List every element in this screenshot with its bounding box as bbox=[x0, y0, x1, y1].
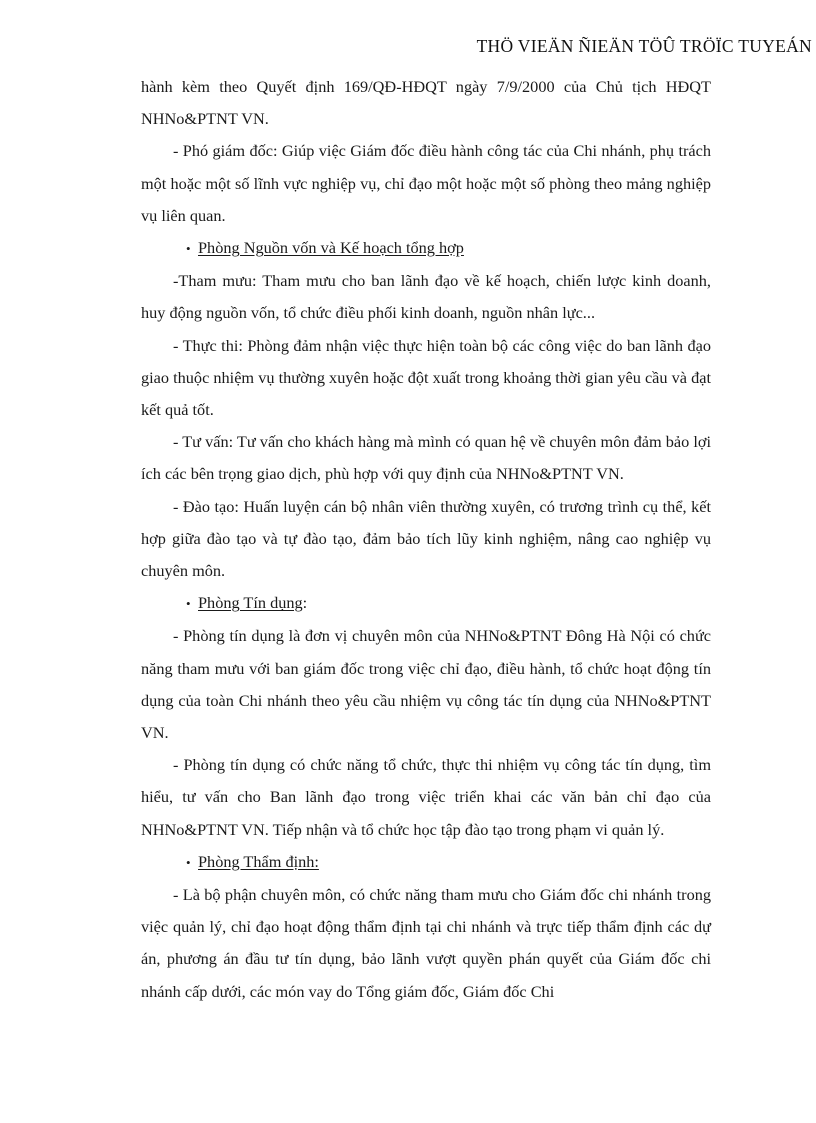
paragraph: - Tư vấn: Tư vấn cho khách hàng mà mình có quan hệ về chuyên môn đảm bảo lợi ích các bên trọng giao dịch, phù hợp với quy định của NHNo&PTNT VN. bbox=[141, 432, 711, 484]
bullet-icon: • bbox=[186, 241, 191, 257]
paragraph: - Phòng tín dụng có chức năng tổ chức, thực thi nhiệm vụ công tác tín dụng, tìm hiểu, tư vấn cho Ban lãnh đạo trong việc triển khai các văn bản chỉ đạo của NHNo&PTNT VN. Tiếp nhận và tổ chức học tập đào tạo trong phạm vi quản lý. bbox=[141, 755, 711, 839]
section-heading-suffix: : bbox=[302, 593, 308, 613]
paragraph: - Đào tạo: Huấn luyện cán bộ nhân viên thường xuyên, có trương trình cụ thể, kết hợp giữa đào tạo và tự đào tạo, đảm bảo tích lũy kinh nghiệm, nâng cao nghiệp vụ chuyên môn. bbox=[141, 496, 711, 581]
document-body bbox=[141, 71, 711, 1008]
section-heading-label: Phòng Tín dụng bbox=[198, 593, 303, 613]
paragraph: - Phó giám đốc: Giúp việc Giám đốc điều hành công tác của Chi nhánh, phụ trách một hoặc một số lĩnh vực nghiệp vụ, chỉ đạo một hoặc một số phòng theo mảng nghiệp vụ liên quan. bbox=[141, 141, 711, 225]
paragraph: hành kèm theo Quyết định 169/QĐ-HĐQT ngày 7/9/2000 của Chủ tịch HĐQT NHNo&PTNT VN. bbox=[141, 77, 711, 129]
bullet-icon: • bbox=[186, 596, 191, 612]
section-heading bbox=[141, 587, 711, 620]
paragraph: - Phòng tín dụng là đơn vị chuyên môn của NHNo&PTNT Đông Hà Nội có chức năng tham mưu với ban giám đốc trong việc chỉ đạo, điều hành, tổ chức hoạt động tín dụng của toàn Chi nhánh theo yêu cầu nhiệm vụ công tác tín dụng của NHNo&PTNT VN. bbox=[141, 626, 711, 743]
section-heading-label: Phòng Nguồn vốn và Kế hoạch tổng hợp bbox=[198, 238, 464, 258]
section-heading bbox=[141, 846, 711, 879]
running-header: THÖ VIEÄN ÑIEÄN TÖÛ TRÖÏC TUYEÁN bbox=[476, 36, 812, 56]
paragraph: - Là bộ phận chuyên môn, có chức năng tham mưu cho Giám đốc chi nhánh trong việc quản lý, chỉ đạo hoạt động thẩm định tại chi nhánh và trực tiếp thẩm định các dự án, phương án đầu tư tín dụng, bảo lãnh vượt quyền phán quyết của Giám đốc chi nhánh cấp dưới, các món vay do Tổng giám đốc, Giám đốc Chi bbox=[141, 885, 711, 1001]
paragraph: - Thực thi: Phòng đảm nhận việc thực hiện toàn bộ các công việc do ban lãnh đạo giao thuộc nhiệm vụ thường xuyên hoặc đột xuất trong khoảng thời gian yêu cầu và đạt kết quả tốt. bbox=[141, 335, 711, 420]
section-heading-label: Phòng Thẩm định: bbox=[198, 851, 319, 871]
section-heading bbox=[141, 232, 711, 265]
bullet-icon: • bbox=[186, 854, 191, 870]
paragraph: -Tham mưu: Tham mưu cho ban lãnh đạo về kế hoạch, chiến lược kinh doanh, huy động nguồn vốn, tổ chức điều phối kinh doanh, nguồn nhân lực... bbox=[141, 271, 711, 323]
